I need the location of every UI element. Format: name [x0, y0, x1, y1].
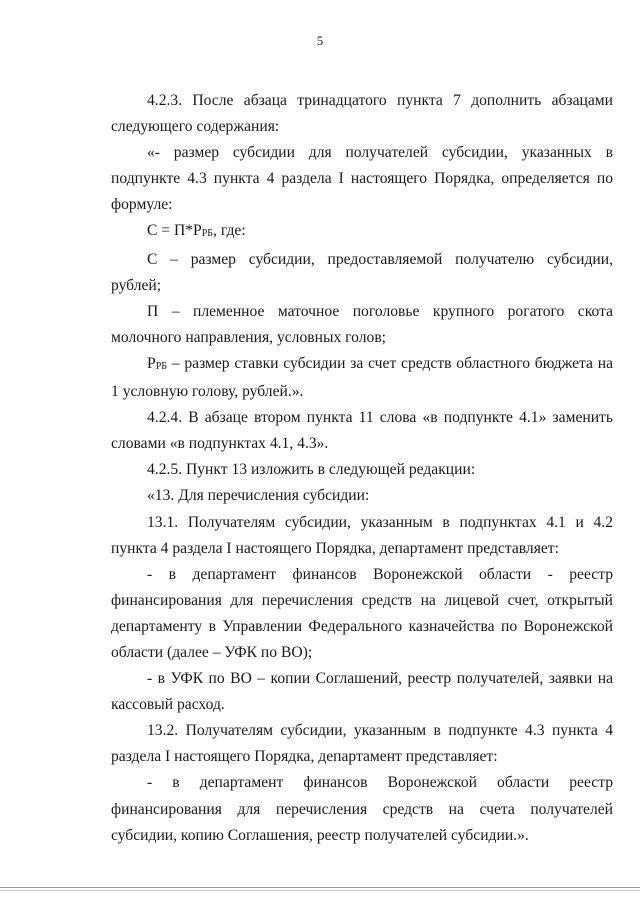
rate-symbol: Р	[147, 354, 156, 372]
formula-subscript: РБ	[201, 228, 214, 240]
paragraph-13: «13. Для перечисления субсидии:	[147, 487, 370, 505]
paragraph-13-1: 13.1. Получателям субсидии, указанным в подпунктах 4.1 и 4.2 пункта 4 раздела I настоящего Порядка, департамент представляет:	[111, 513, 613, 557]
paragraph-13-2-item-finance: - в департамент финансов Воронежской области реестр финансирования для перечисления средств на счета получателей субсидии, копию Соглашения, реестр получателей субсидии.».	[111, 774, 613, 844]
paragraph-def-p: П – племенное маточное поголовье крупного рогатого скота молочного направления, условных голов;	[111, 302, 613, 346]
paragraph-def-rate	[111, 351, 613, 405]
paragraph-4-2-3: 4.2.3. После абзаца тринадцатого пункта 7 дополнить абзацами следующего содержания:	[111, 92, 613, 136]
paragraph-4-2-4: 4.2.4. В абзаце втором пункта 11 слова «в подпункте 4.1» заменить словами «в подпунктах 4.1, 4.3».	[111, 409, 613, 453]
paragraph-13-1-item-finance: - в департамент финансов Воронежской области - реестр финансирования для перечисления средств на лицевой счет, открытый департаменту в Управлении Федерального казначейства по Воронежской области (далее – УФК по ВО);	[111, 565, 613, 661]
rate-text: – размер ставки субсидии за счет средств областного бюджета на 1 условную голову, рублей.».	[111, 354, 613, 401]
paragraph-13-2: 13.2. Получателям субсидии, указанным в подпункте 4.3 пункта 4 раздела I настоящего Порядка, департамент представляет:	[111, 722, 613, 766]
paragraph-13-1-item-ufk: - в УФК по ВО – копии Соглашений, реестр получателей, заявки на кассовый расход.	[111, 670, 613, 714]
paragraph-4-2-5: 4.2.5. Пункт 13 изложить в следующей редакции:	[147, 461, 476, 479]
paragraph-def-c: С – размер субсидии, предоставляемой получателю субсидии, рублей;	[111, 250, 613, 294]
page-number: 5	[316, 33, 324, 48]
scan-edge-line-secondary	[0, 890, 640, 891]
paragraph-subsidy-size: «- размер субсидии для получателей субсидии, указанных в подпункте 4.3 пункта 4 раздела I настоящего Порядка, определяется по формуле:	[111, 144, 613, 214]
formula-main: С = П*Р	[147, 222, 202, 240]
scan-edge-line	[0, 887, 640, 888]
document-body	[111, 88, 613, 849]
rate-subscript: РБ	[155, 360, 167, 372]
formula-suffix: , где:	[213, 222, 246, 240]
paragraph-formula	[111, 218, 613, 246]
